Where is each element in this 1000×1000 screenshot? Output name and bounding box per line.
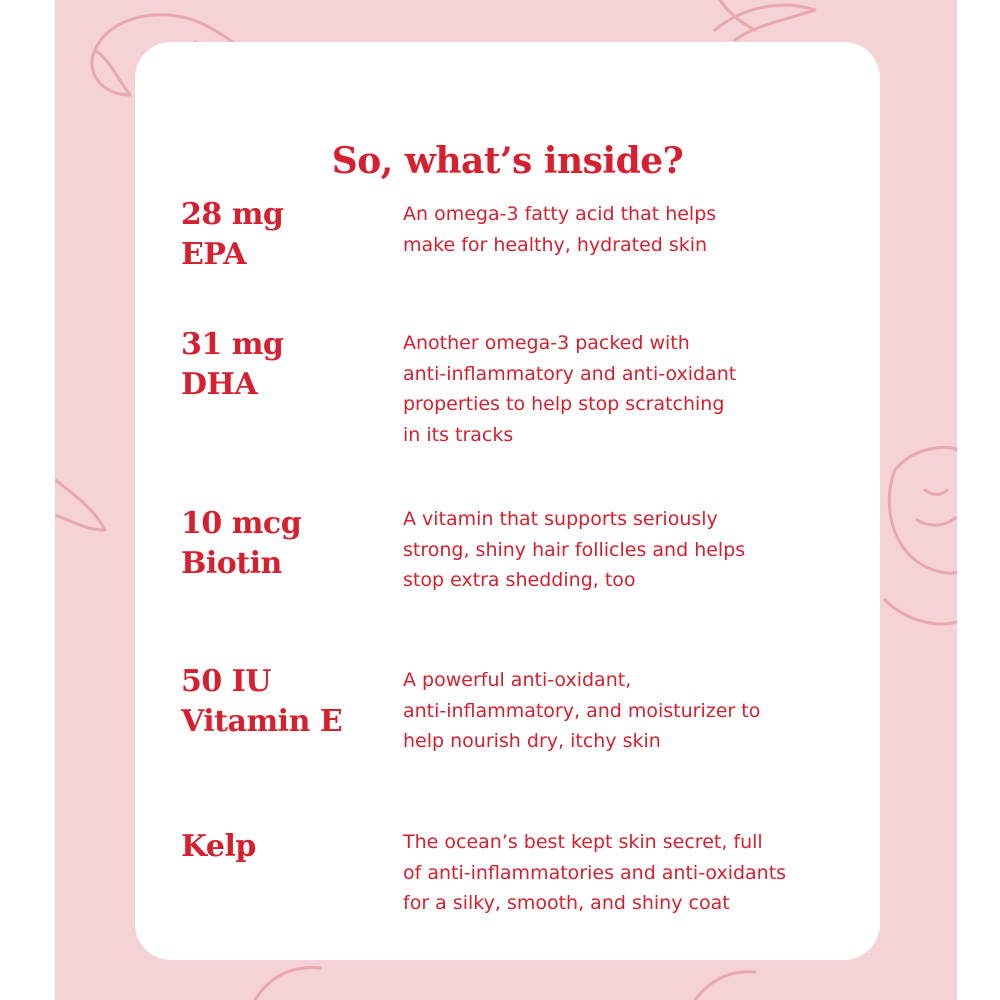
description-line: strong, shiny hair follicles and helps: [403, 538, 746, 561]
ingredient-amount: 50 IU: [181, 664, 271, 699]
ingredient-description: [403, 199, 843, 260]
ingredient-label: [181, 195, 401, 275]
description-line: properties to help stop scratching: [403, 393, 725, 415]
ingredient-amount: 10 mcg: [181, 506, 302, 541]
description-line: help nourish dry, itchy skin: [403, 730, 661, 752]
ingredient-amount: 28 mg: [181, 197, 284, 232]
description-line: Another omega-3 packed with: [403, 332, 690, 354]
ingredient-name: Biotin: [181, 546, 282, 581]
description-line: of anti-inflammatories and anti-oxidants: [403, 861, 787, 884]
ingredient-label: [181, 325, 401, 405]
page-title: So, what’s inside?: [331, 140, 684, 182]
ingredient-label: [181, 827, 401, 867]
ingredient-name: Kelp: [181, 829, 256, 864]
description-line: anti-inflammatory, and moisturizer to: [403, 699, 761, 722]
ingredients-card: [135, 42, 880, 960]
ingredient-label: [181, 662, 401, 742]
ingredient-amount: 31 mg: [181, 327, 284, 362]
description-line: The ocean’s best kept skin secret, full: [403, 831, 763, 853]
pink-background-panel: [55, 0, 957, 1000]
ingredient-name: EPA: [181, 237, 247, 272]
description-line: A powerful anti-oxidant,: [403, 669, 632, 691]
description-line: make for healthy, hydrated skin: [403, 233, 708, 256]
ingredient-name: DHA: [181, 367, 258, 402]
description-line: anti-inflammatory and anti-oxidant: [403, 362, 737, 385]
ingredient-description: [403, 665, 843, 757]
ingredient-name: Vitamin E: [181, 704, 343, 739]
description-line: An omega-3 fatty acid that helps: [403, 203, 717, 225]
description-line: in its tracks: [403, 423, 514, 446]
ingredient-description: [403, 504, 843, 596]
ingredient-description: [403, 827, 843, 919]
description-line: for a silky, smooth, and shiny coat: [403, 892, 730, 914]
ingredient-description: [403, 328, 843, 450]
ingredient-label: [181, 504, 401, 584]
description-line: stop extra shedding, too: [403, 569, 636, 591]
description-line: A vitamin that supports seriously: [403, 508, 718, 530]
